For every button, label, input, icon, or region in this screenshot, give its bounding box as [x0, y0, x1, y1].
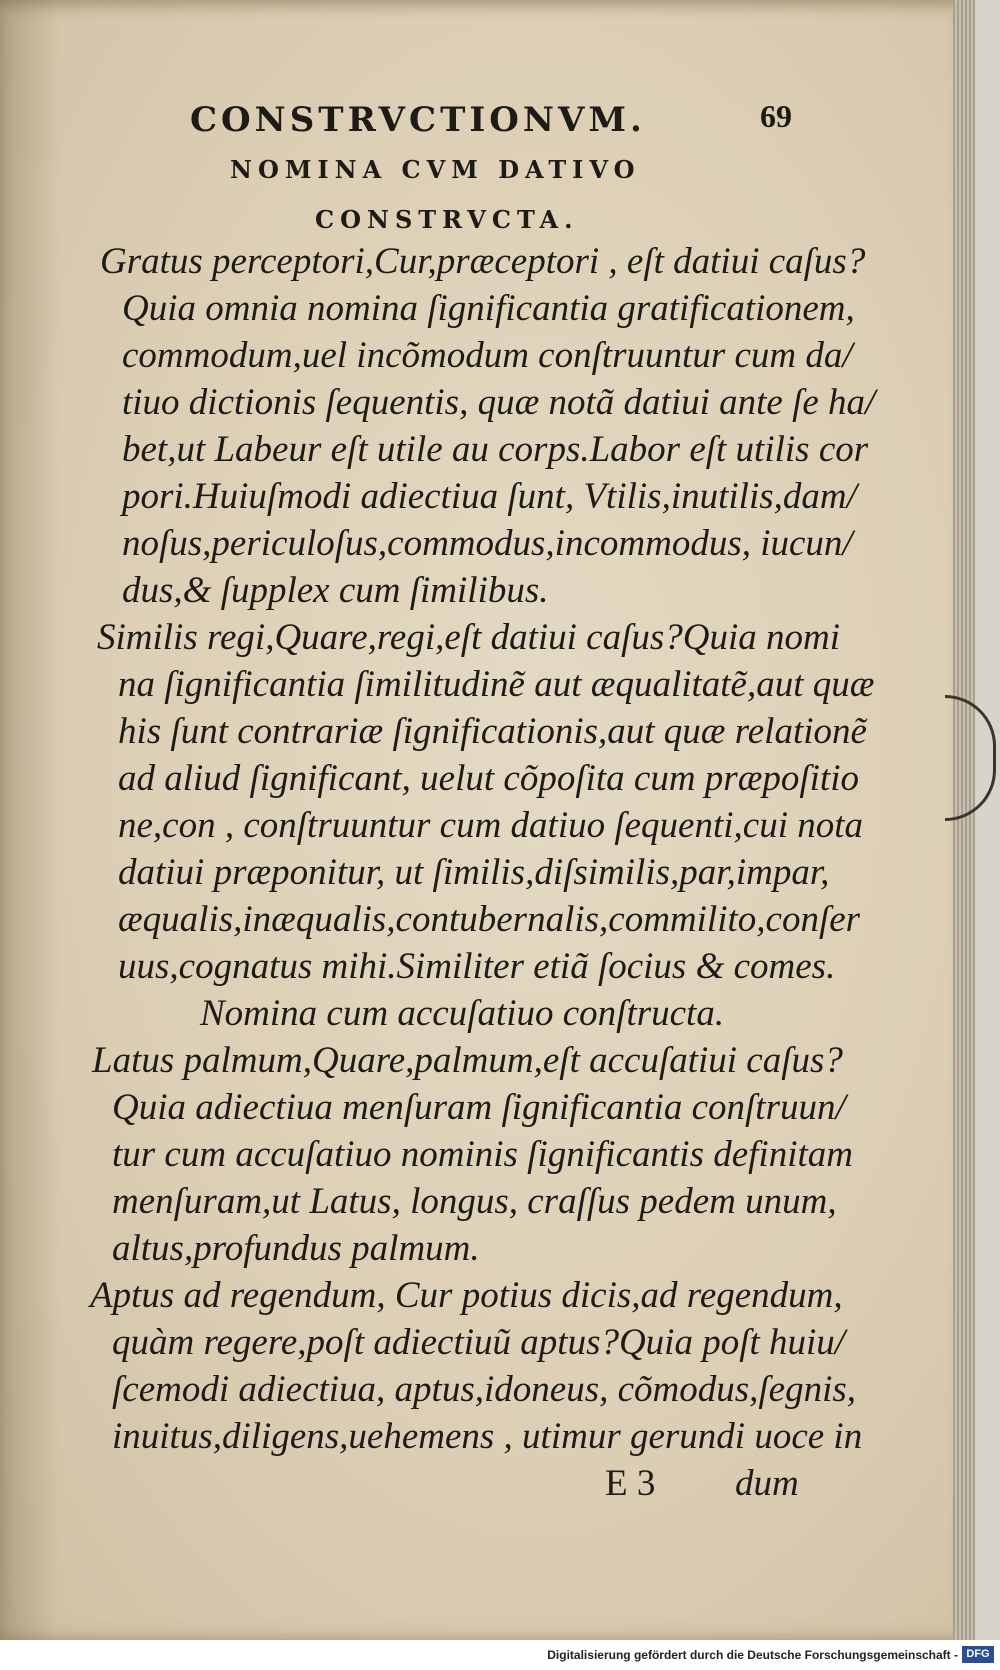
text-line: altus,profundus palmum.	[112, 1228, 480, 1269]
text-line: tur cum accuſatiuo nominis ſignificantis definitam	[112, 1134, 853, 1175]
credit-text: Digitalisierung gefördert durch die Deutsche Forschungsgemeinschaft -	[547, 1648, 958, 1662]
text-line: uus,cognatus mihi.Similiter etiã ſocius & comes.	[118, 946, 836, 987]
text-line: ad aliud ſignificant, uelut cõpoſita cum præpoſitio	[118, 758, 859, 799]
text-line: æqualis,inæqualis,contubernalis,commilito,conſer	[118, 899, 861, 940]
text-line: Quia adiectiua menſuram ſignificantia conſtruun/	[112, 1087, 846, 1128]
text-line: na ſignificantia ſimilitudinẽ aut æqualitatẽ,aut quæ	[118, 664, 875, 705]
text-line: ne,con , conſtruuntur cum datiuo ſequenti,cui nota	[118, 805, 864, 846]
text-line: Similis regi,Quare,regi,eſt datiui caſus?Quia nomi	[97, 617, 841, 658]
text-line: his ſunt contrariæ ſignificationis,aut quæ relationẽ	[118, 711, 867, 752]
section-heading-line2: CONSTRVCTA.	[315, 205, 579, 234]
running-title: CONSTRVCTIONVM.	[190, 100, 646, 140]
signature-mark: E 3	[605, 1463, 656, 1504]
text-line: Aptus ad regendum, Cur potius dicis,ad regendum,	[90, 1275, 843, 1316]
page-number: 69	[760, 98, 792, 134]
catchword: dum	[735, 1463, 799, 1504]
section-heading-line1: NOMINA CVM DATIVO	[230, 155, 641, 184]
text-line: Gratus perceptori,Cur,præceptori , eſt datiui caſus?	[100, 241, 866, 282]
page-gutter-shadow	[0, 0, 60, 1640]
text-line: dus,& ſupplex cum ſimilibus.	[122, 570, 549, 611]
dfg-logo: DFG	[962, 1646, 994, 1663]
text-line: pori.Huiuſmodi adiectiua ſunt, Vtilis,inutilis,dam/	[122, 476, 857, 517]
text-line: tiuo dictionis ſequentis, quæ notã datiui ante ſe ha/	[122, 382, 876, 423]
text-line: inuitus,diligens,uehemens , utimur gerundi uoce in	[112, 1416, 863, 1457]
page-edge	[953, 0, 975, 1640]
text-line: menſuram,ut Latus, longus, craſſus pedem unum,	[112, 1181, 837, 1222]
page-tab-loop	[945, 695, 996, 821]
text-line: Latus palmum,Quare,palmum,eſt accuſatiui caſus?	[92, 1040, 843, 1081]
subsection-heading: Nomina cum accuſatiuo conſtructa.	[200, 993, 725, 1034]
text-line: ſcemodi adiectiua, aptus,idoneus, cõmodus,ſegnis,	[112, 1369, 857, 1410]
text-line: quàm regere,poſt adiectiuũ aptus?Quia poſt huiu/	[112, 1322, 846, 1363]
text-line: datiui præponitur, ut ſimilis,diſsimilis,par,impar,	[118, 852, 830, 893]
text-line: bet,ut Labeur eſt utile au corps.Labor eſt utilis cor	[122, 429, 869, 470]
text-line: commodum,uel incõmodum conſtruuntur cum da/	[122, 335, 853, 376]
credit-bar	[0, 1640, 1000, 1670]
text-line: Quia omnia nomina ſignificantia gratificationem,	[122, 288, 855, 329]
text-line: noſus,periculoſus,commodus,incommodus, iucun/	[122, 523, 853, 564]
